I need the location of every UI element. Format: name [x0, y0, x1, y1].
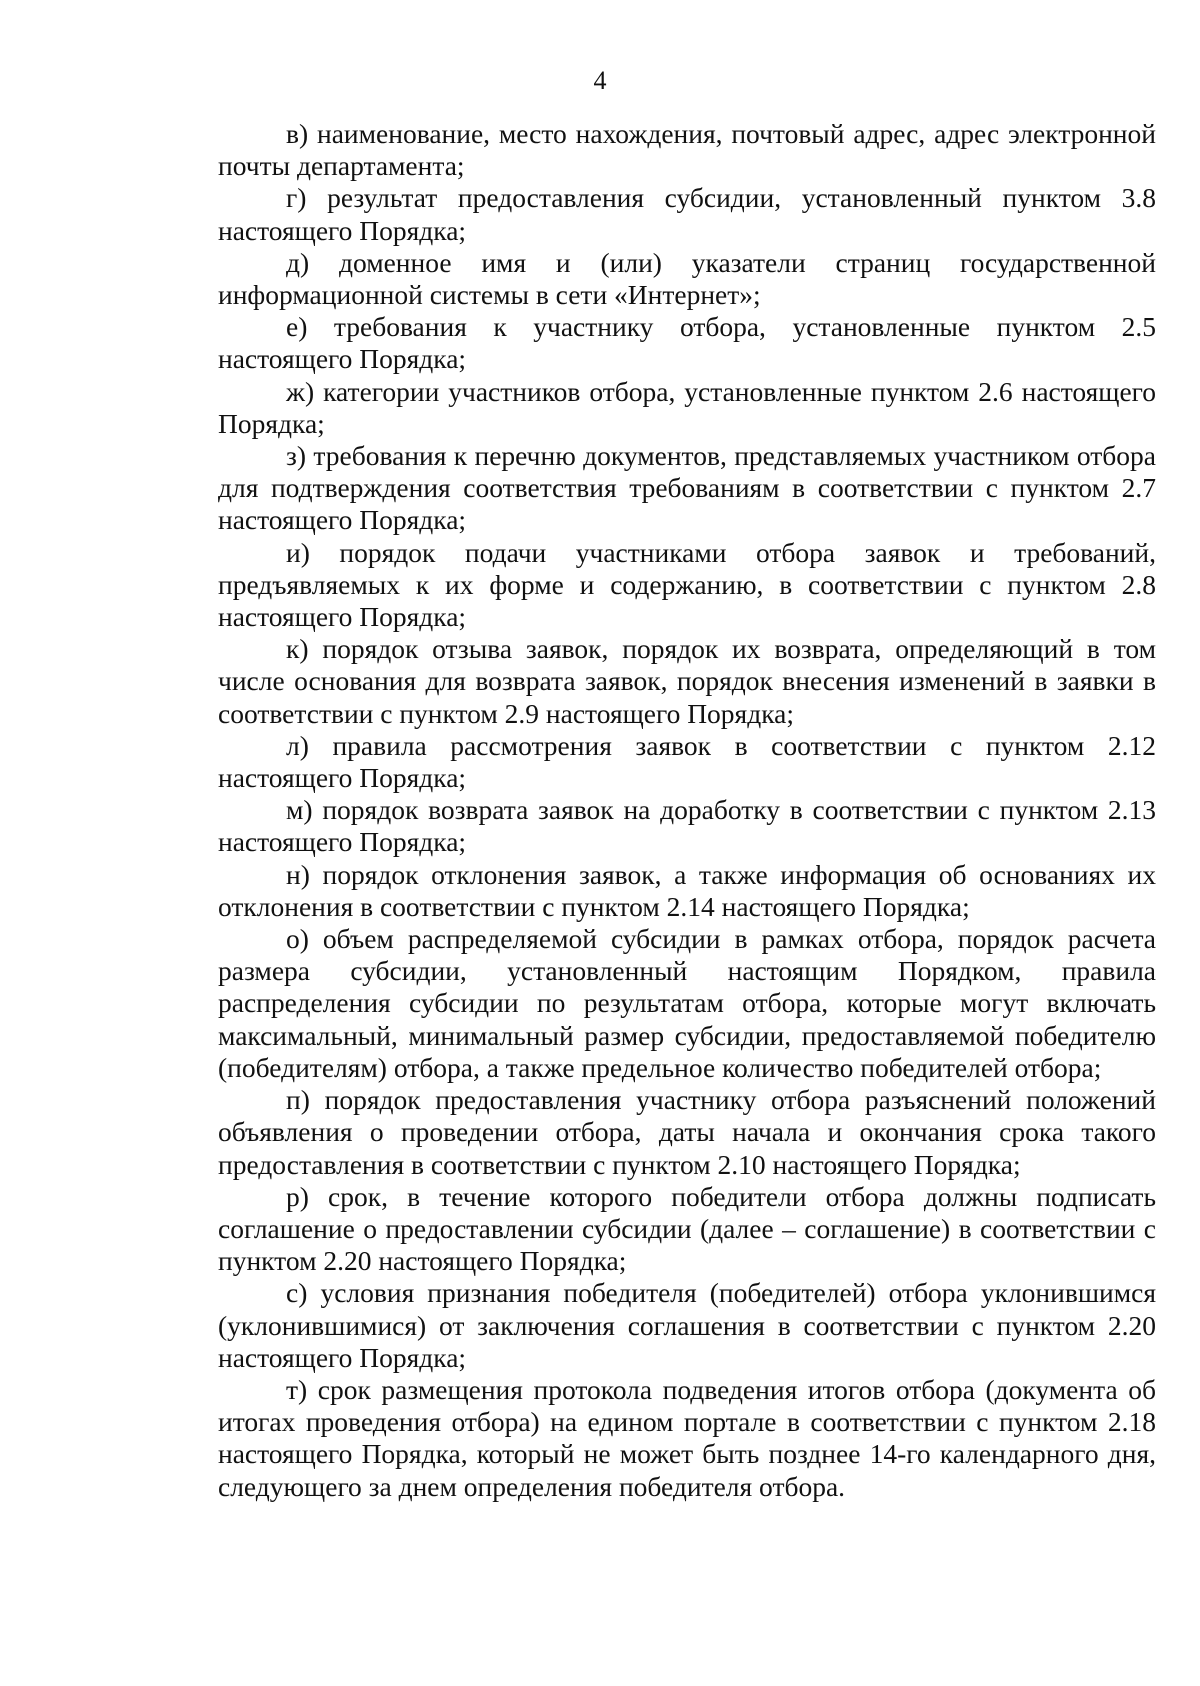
list-item-zh: ж) категории участников отбора, установленные пунктом 2.6 настоящего Порядка;	[218, 375, 1156, 439]
list-item-v: в) наименование, место нахождения, почтовый адрес, адрес электронной почты департамента;	[218, 118, 1156, 182]
page-number: 4	[593, 66, 607, 95]
list-item-n: н) порядок отклонения заявок, а также информация об основаниях их отклонения в соответствии с пунктом 2.14 настоящего Порядка;	[218, 858, 1156, 922]
list-item-s: с) условия признания победителя (победителей) отбора уклонившимся (уклонившимися) от заключения соглашения в соответствии с пунктом 2.20 настоящего Порядка;	[218, 1277, 1156, 1373]
list-item-z: з) требования к перечню документов, представляемых участником отбора для подтверждения соответствия требованиям в соответствии с пунктом 2.7 настоящего Порядка;	[218, 440, 1156, 536]
list-item-g: г) результат предоставления субсидии, установленный пунктом 3.8 настоящего Порядка;	[218, 182, 1156, 246]
list-item-l: л) правила рассмотрения заявок в соответствии с пунктом 2.12 настоящего Порядка;	[218, 729, 1156, 794]
document-body	[218, 118, 1156, 1503]
list-item-k: к) порядок отзыва заявок, порядок их возврата, определяющий в том числе основания для возврата заявок, порядок внесения изменений в заявки в соответствии с пунктом 2.9 настоящего Порядка;	[218, 633, 1156, 729]
list-item-m: м) порядок возврата заявок на доработку в соответствии с пунктом 2.13 настоящего Порядка;	[218, 794, 1156, 858]
list-item-i: и) порядок подачи участниками отбора заявок и требований, предъявляемых к их форме и содержанию, в соответствии с пунктом 2.8 настоящего Порядка;	[218, 536, 1156, 633]
list-item-d: д) доменное имя и (или) указатели страниц государственной информационной системы в сети «Интернет»;	[218, 246, 1156, 311]
list-item-e: е) требования к участнику отбора, установленные пунктом 2.5 настоящего Порядка;	[218, 311, 1156, 375]
list-item-r: р) срок, в течение которого победители отбора должны подписать соглашение о предоставлении субсидии (далее – соглашение) в соответствии с пунктом 2.20 настоящего Порядка;	[218, 1180, 1156, 1277]
list-item-p: п) порядок предоставления участнику отбора разъяснений положений объявления о проведении отбора, даты начала и окончания срока такого предоставления в соответствии с пунктом 2.10 настоящего Порядка;	[218, 1084, 1156, 1180]
list-item-o: о) объем распределяемой субсидии в рамках отбора, порядок расчета размера субсидии, установленный настоящим Порядком, правила распределения субсидии по результатам отбора, которые могут включать максимальный, минимальный размер субсидии, предоставляемой победителю (победителям) отбора, а также предельное количество победителей отбора;	[218, 923, 1156, 1083]
list-item-t: т) срок размещения протокола подведения итогов отбора (документа об итогах проведения отбора) на едином портале в соответствии с пунктом 2.18 настоящего Порядка, который не может быть позднее 14-го календарного дня, следующего за днем определения победителя отбора.	[218, 1373, 1156, 1502]
